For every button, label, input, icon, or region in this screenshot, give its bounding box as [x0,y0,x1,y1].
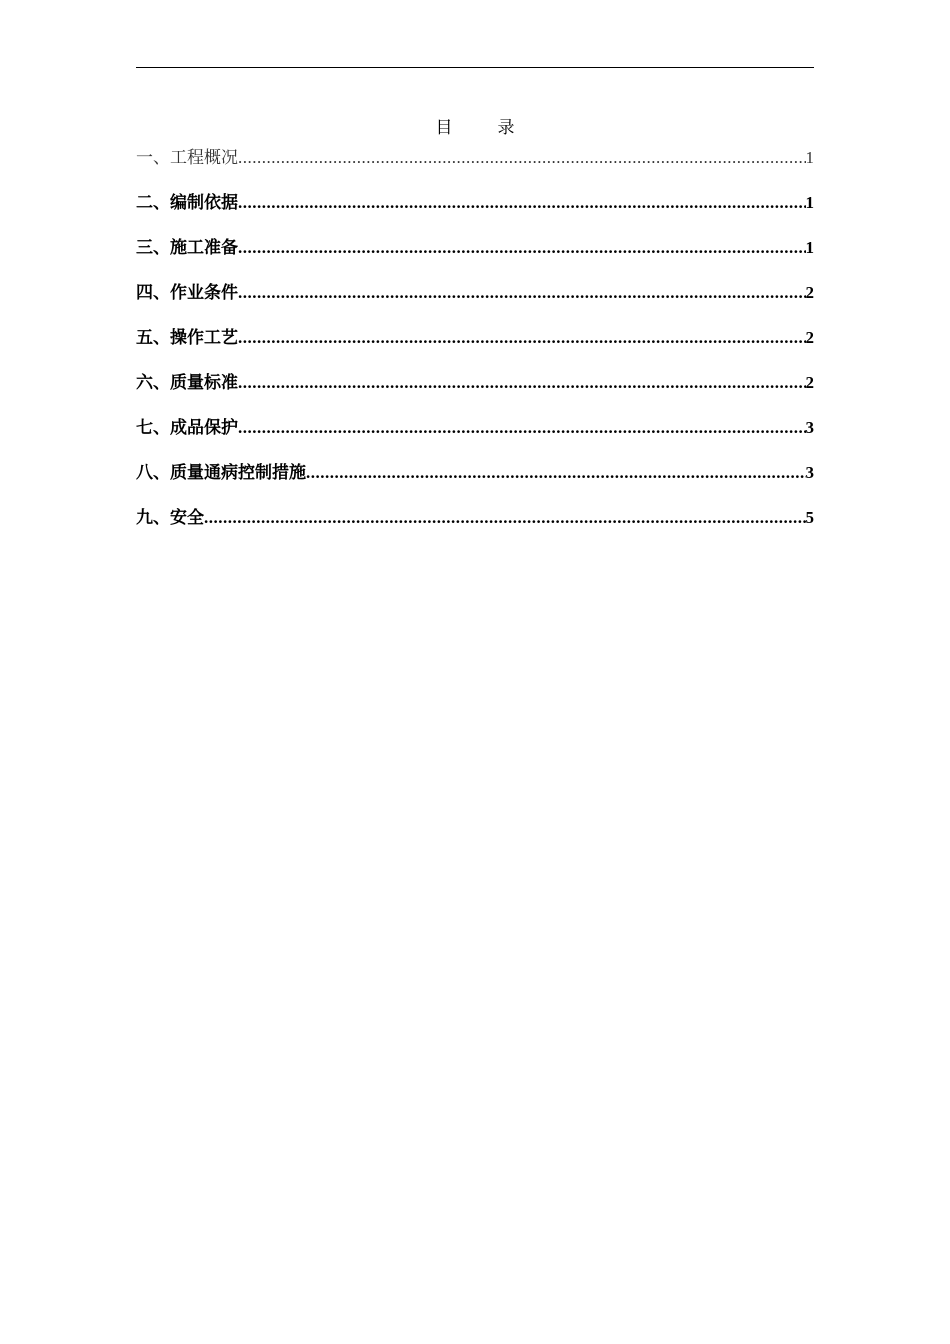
table-of-contents [136,143,814,548]
toc-dot-leader [238,323,806,353]
toc-entry-page: 5 [805,508,814,527]
toc-entry-label: 六、质量标准 [136,373,238,393]
toc-entry[interactable] [136,458,814,503]
toc-entry-page: 3 [805,463,814,482]
header-rule [136,67,814,68]
toc-dot-leader [238,278,806,308]
toc-dot-leader [238,413,806,443]
toc-entry-label: 三、施工准备 [136,238,238,258]
toc-entry[interactable] [136,368,814,413]
toc-entry[interactable] [136,143,814,188]
toc-entry-label: 七、成品保护 [136,418,238,438]
toc-entry[interactable] [136,278,814,323]
toc-entry[interactable] [136,323,814,368]
toc-entry-page: 3 [805,418,814,437]
toc-entry-page: 1 [805,148,814,167]
toc-entry-label: 四、作业条件 [136,283,238,303]
toc-entry-page: 2 [805,373,814,392]
toc-entry-label: 一、工程概况 [136,148,238,168]
toc-entry-label: 九、安全 [136,508,204,528]
toc-dot-leader [306,458,806,488]
toc-entry[interactable] [136,413,814,458]
toc-entry[interactable] [136,233,814,278]
toc-entry-label: 二、编制依据 [136,193,238,213]
toc-entry[interactable] [136,188,814,233]
toc-entry-label: 五、操作工艺 [136,328,238,348]
toc-entry-page: 1 [805,193,814,212]
toc-entry-label: 八、质量通病控制措施 [136,463,306,483]
toc-entry-page: 1 [805,238,814,257]
toc-entry-page: 2 [805,328,814,347]
toc-entry[interactable] [136,503,814,548]
toc-title: 目 录 [435,118,529,138]
toc-dot-leader [204,503,806,533]
toc-dot-leader [238,233,806,263]
toc-dot-leader [238,143,806,173]
toc-entry-page: 2 [805,283,814,302]
toc-dot-leader [238,188,806,218]
toc-dot-leader [238,368,806,398]
